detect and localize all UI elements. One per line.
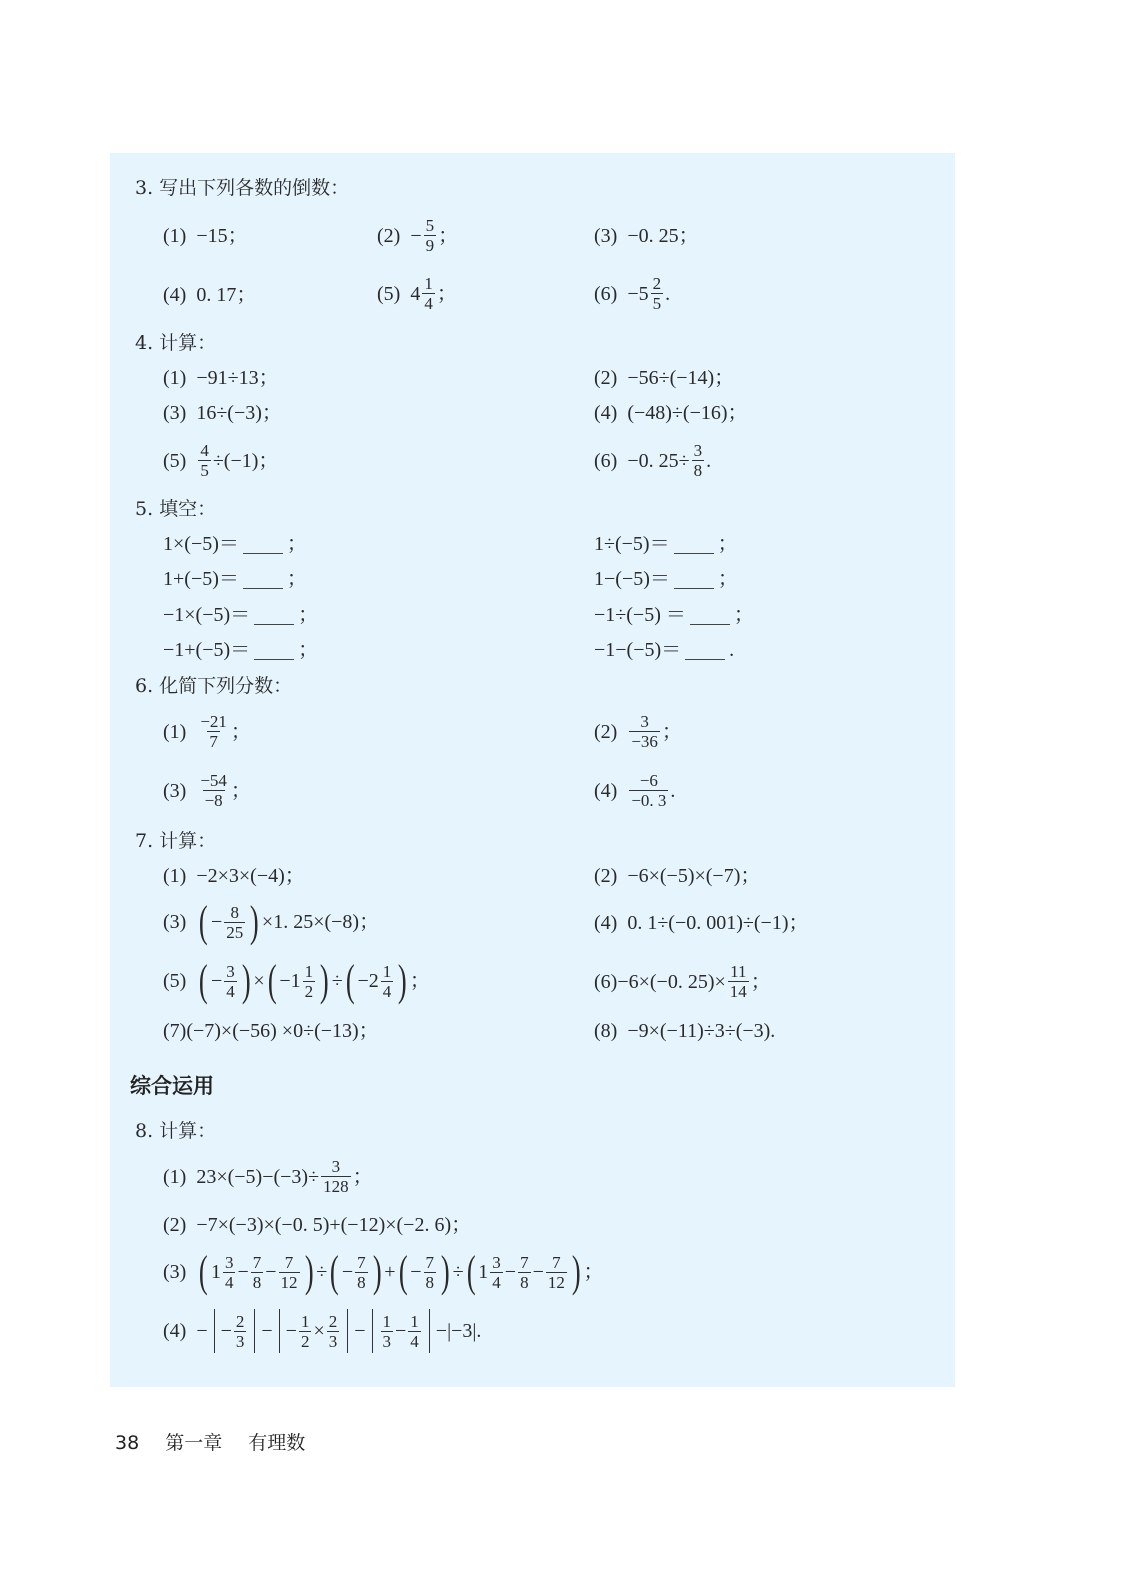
q8-item-4: (4) − − $\frac{2}{3}$ − − $\frac{1}{2}$ × $\frac{2}{3}$ − $\frac{1}{3}$ − $\frac{1}{4}$ −|−3|. [163,1309,481,1353]
q6-item-1: (1) $\frac{-21}{7}$ ； [163,712,251,751]
q6-title: 6. 化简下列分数： [135,675,293,697]
q3-item-5: (5) 4 $\frac{1}{4}$ ； [377,274,457,313]
answer-blank[interactable] [243,570,283,589]
answer-blank[interactable] [690,606,730,625]
q7-item-3: (3) ( − $\frac{8}{25}$ ) ×1. 25×(−8)； [163,897,380,946]
section-title: 综合运用 [130,1074,214,1098]
q4-item-4: (4) (−48)÷(−16)； [594,402,748,424]
answer-blank[interactable] [254,641,294,660]
q3-item-2: (2) − $\frac{5}{9}$ ； [377,216,459,255]
q3-item-1: (1) −15 ； [163,225,248,247]
q8-item-3: (3) ( 1 $\frac{3}{4}$ − $\frac{7}{8}$ − $\frac{7}{12}$ ) ÷ ( − $\frac{7}{8}$ ) + ( − $\frac{7}{8}$ ) ÷ ( 1 $\frac{3}{4}$ − $\frac{7}{8}$ − $\frac{7}{12}$ ) ； [163,1247,604,1296]
q5-title: 5. 填空： [135,498,217,520]
q4-item-2: (2) −56÷(−14)； [594,367,735,389]
q7-item-5: (5) ( − $\frac{3}{4}$ ) × ( −1 $\frac{1}{2}$ ) ÷ ( −2 $\frac{1}{4}$ ) ； [163,956,430,1005]
q5-item-8: −1−(−5)＝ . [594,639,735,661]
q8-item-1: (1) 23×(−5)−(−3)÷ $\frac{3}{128}$ ； [163,1157,373,1196]
q7-item-7: (7) (−7)×(−56) ×0÷(−13)； [163,1020,379,1042]
q7-item-6: (6) −6×(−0. 25)× $\frac{11}{14}$ ； [594,962,771,1001]
q4-item-3: (3) 16÷(−3)； [163,402,282,424]
q3-item-4: (4) 0. 17 ； [163,284,257,306]
page-footer [115,1428,325,1455]
q4-title: 4. 计算： [135,332,217,354]
q5-item-2: 1÷(−5)＝ ； [594,533,738,555]
chapter-label: 第一章 [165,1432,223,1454]
q5-item-7: −1+(−5)＝ ； [163,639,319,661]
q5-item-5: −1×(−5)＝ ； [163,604,319,626]
answer-blank[interactable] [685,641,725,660]
q3-item-3: (3) −0. 25 ； [594,225,699,247]
q7-title: 7. 计算： [135,830,217,852]
answer-blank[interactable] [674,570,714,589]
q6-item-3: (3) $\frac{-54}{-8}$ ； [163,771,251,810]
q3-item-6: (6) −5 $\frac{2}{5}$ . [594,274,671,313]
q6-item-4: (4) $\frac{-6}{-0. 3}$ . [594,771,676,810]
answer-blank[interactable] [243,535,283,554]
q4-item-1: (1) −91÷13； [163,367,279,389]
exercise-panel [110,153,955,1387]
q5-item-4: 1−(−5)＝ ； [594,568,738,590]
q5-item-6: −1÷(−5) ＝ ； [594,604,754,626]
chapter-topic: 有理数 [248,1432,306,1454]
q4-item-6: (6) −0. 25÷ $\frac{3}{8}$ . [594,441,712,480]
answer-blank[interactable] [254,606,294,625]
page-number: 38 [115,1432,140,1454]
q7-item-4: (4) 0. 1÷(−0. 001)÷(−1)； [594,912,809,934]
q8-item-2: (2) −7×(−3)×(−0. 5)+(−12)×(−2. 6)； [163,1214,472,1236]
q7-item-8: (8) −9×(−11)÷3÷(−3). [594,1020,776,1042]
q6-item-2: (2) $\frac{3}{-36}$ ； [594,712,682,751]
q8-title: 8. 计算： [135,1120,217,1142]
q7-item-2: (2) −6×(−5)×(−7)； [594,865,761,887]
q5-item-3: 1+(−5)＝ ； [163,568,307,590]
answer-blank[interactable] [674,535,714,554]
q4-item-5: (5) $\frac{4}{5}$ ÷(−1)； [163,441,279,480]
q3-title: 3. 写出下列各数的倒数： [135,177,350,199]
q5-item-1: 1×(−5)＝ ； [163,533,307,555]
q7-item-1: (1) −2×3×(−4)； [163,865,305,887]
